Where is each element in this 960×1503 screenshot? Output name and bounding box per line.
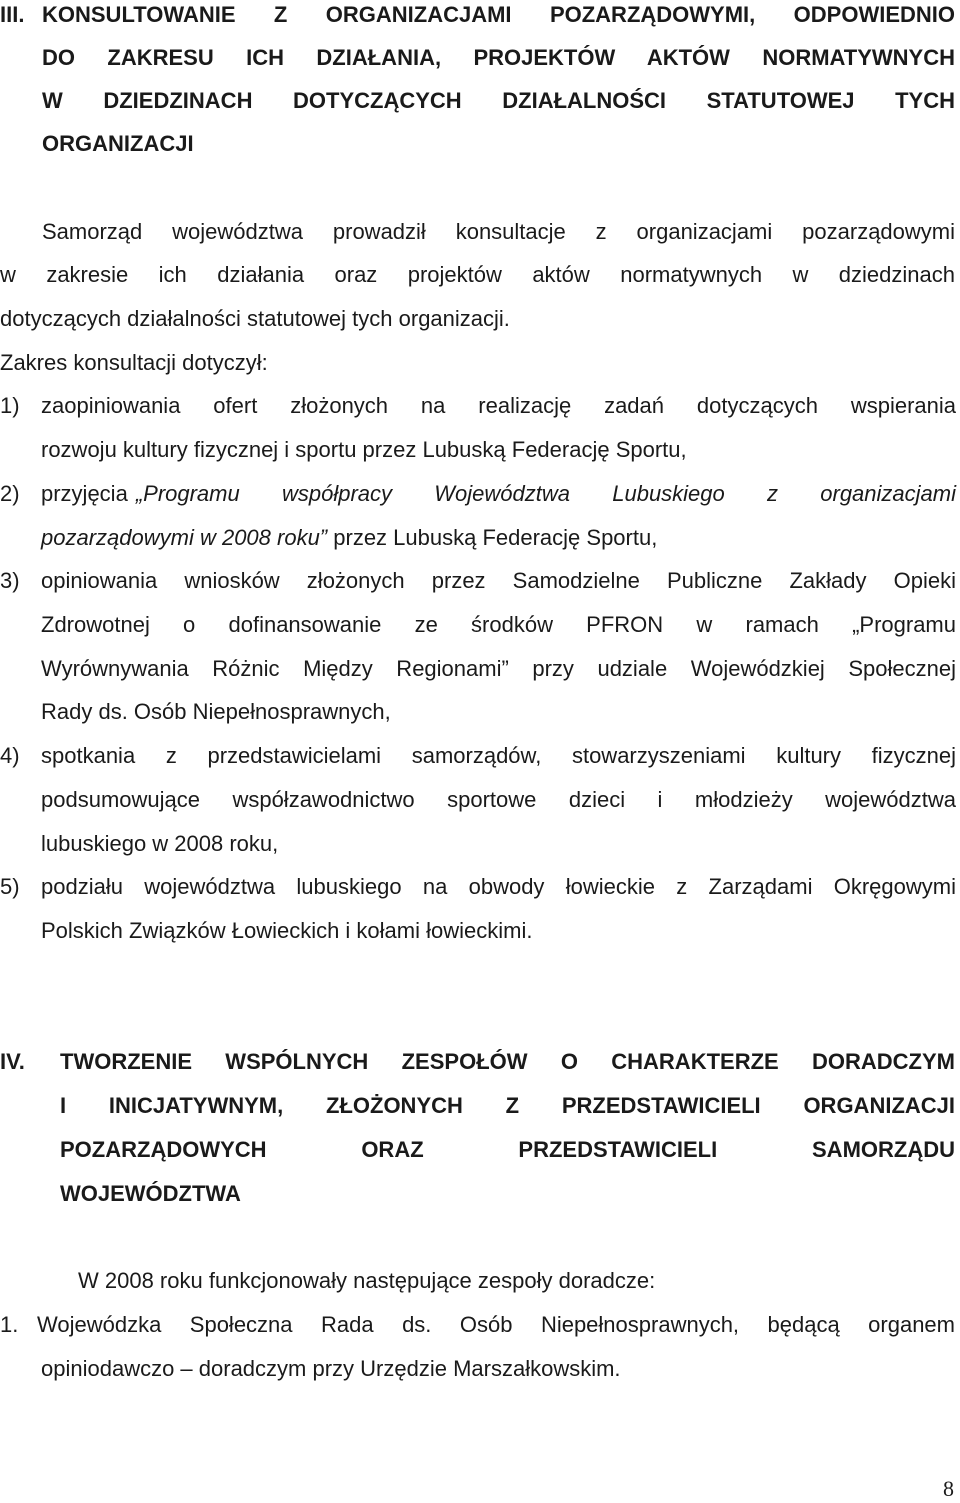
list-item-line <box>41 481 956 507</box>
list-item-line: opiniowania wniosków złożonych przez Samodzielne Publiczne Zakłady Opieki <box>41 568 956 593</box>
list-item-line: Zdrowotnej o dofinansowanie ze środków PFRON w ramach „Programu <box>41 612 956 637</box>
page-number: 8 <box>943 1476 954 1501</box>
list-item-line: spotkania z przedstawicielami samorządów, stowarzyszeniami kultury fizycznej <box>41 743 956 768</box>
list-item-line: Wyrównywania Różnic Między Regionami” przy udziale Wojewódzkiej Społecznej <box>41 656 956 681</box>
list-item-number: 1) <box>0 393 20 418</box>
section-4-title-line: I INICJATYWNYM, ZŁOŻONYCH Z PRZEDSTAWICIELI ORGANIZACJI <box>60 1093 955 1118</box>
list-item-number: 5) <box>0 874 20 899</box>
list-item-line: Wojewódzka Społeczna Rada ds. Osób Niepełnosprawnych, będącą organem <box>37 1312 955 1337</box>
list-item-line: podsumowujące współzawodnictwo sportowe dzieci i młodzieży województwa <box>41 787 956 812</box>
scope-label: Zakres konsultacji dotyczył: <box>0 350 268 375</box>
section-4-number: IV. <box>0 1049 25 1074</box>
intro-line: w zakresie ich działania oraz projektów aktów normatywnych w dziedzinach <box>0 262 955 287</box>
section-3-title-line: ORGANIZACJI <box>42 131 194 156</box>
list-item-line: podziału województwa lubuskiego na obwody łowieckie z Zarządami Okręgowymi <box>41 874 956 899</box>
item-suffix: przez Lubuską Federację Sportu, <box>327 525 658 550</box>
section-4-title-line: POZARZĄDOWYCH ORAZ PRZEDSTAWICIELI SAMORZĄDU <box>60 1137 955 1162</box>
section-3-title-line: DO ZAKRESU ICH DZIAŁANIA, PROJEKTÓW AKTÓW NORMATYWNYCH <box>42 45 955 70</box>
intro-line: Samorząd województwa prowadził konsultacje z organizacjami pozarządowymi <box>42 219 955 244</box>
list-item-line: rozwoju kultury fizycznej i sportu przez Lubuską Federację Sportu, <box>41 437 687 462</box>
item-prefix: przyjęcia <box>41 481 128 506</box>
section-3-number: III. <box>0 2 25 27</box>
list-item-line: Polskich Związków Łowieckich i kołami łowieckimi. <box>41 918 533 943</box>
list-item-number: 2) <box>0 481 20 506</box>
section-4-title-line: WOJEWÓDZTWA <box>60 1181 241 1206</box>
list-item-line <box>41 525 956 551</box>
section-4-title-line: TWORZENIE WSPÓLNYCH ZESPOŁÓW O CHARAKTERZE DORADCZYM <box>60 1049 955 1074</box>
section-4-intro: W 2008 roku funkcjonowały następujące zespoły doradcze: <box>78 1268 656 1293</box>
program-title-italic: „Programu współpracy Województwa Lubuskiego z organizacjami <box>135 481 956 506</box>
list-item-number: 4) <box>0 743 20 768</box>
intro-line: dotyczących działalności statutowej tych organizacji. <box>0 306 510 331</box>
section-3-title-line: KONSULTOWANIE Z ORGANIZACJAMI POZARZĄDOWYMI, ODPOWIEDNIO <box>42 2 955 27</box>
list-item-line: Rady ds. Osób Niepełnosprawnych, <box>41 699 391 724</box>
section-3-title-line: W DZIEDZINACH DOTYCZĄCYCH DZIAŁALNOŚCI STATUTOWEJ TYCH <box>42 88 955 113</box>
list-item-line: lubuskiego w 2008 roku, <box>41 831 279 856</box>
list-item-line: zaopiniowania ofert złożonych na realizację zadań dotyczących wspierania <box>41 393 956 418</box>
list-item-line: opiniodawczo – doradczym przy Urzędzie Marszałkowskim. <box>41 1356 621 1381</box>
program-title-italic: pozarządowymi w 2008 roku” <box>41 525 328 550</box>
list-item-number: 1. <box>0 1312 19 1337</box>
list-item-number: 3) <box>0 568 20 593</box>
